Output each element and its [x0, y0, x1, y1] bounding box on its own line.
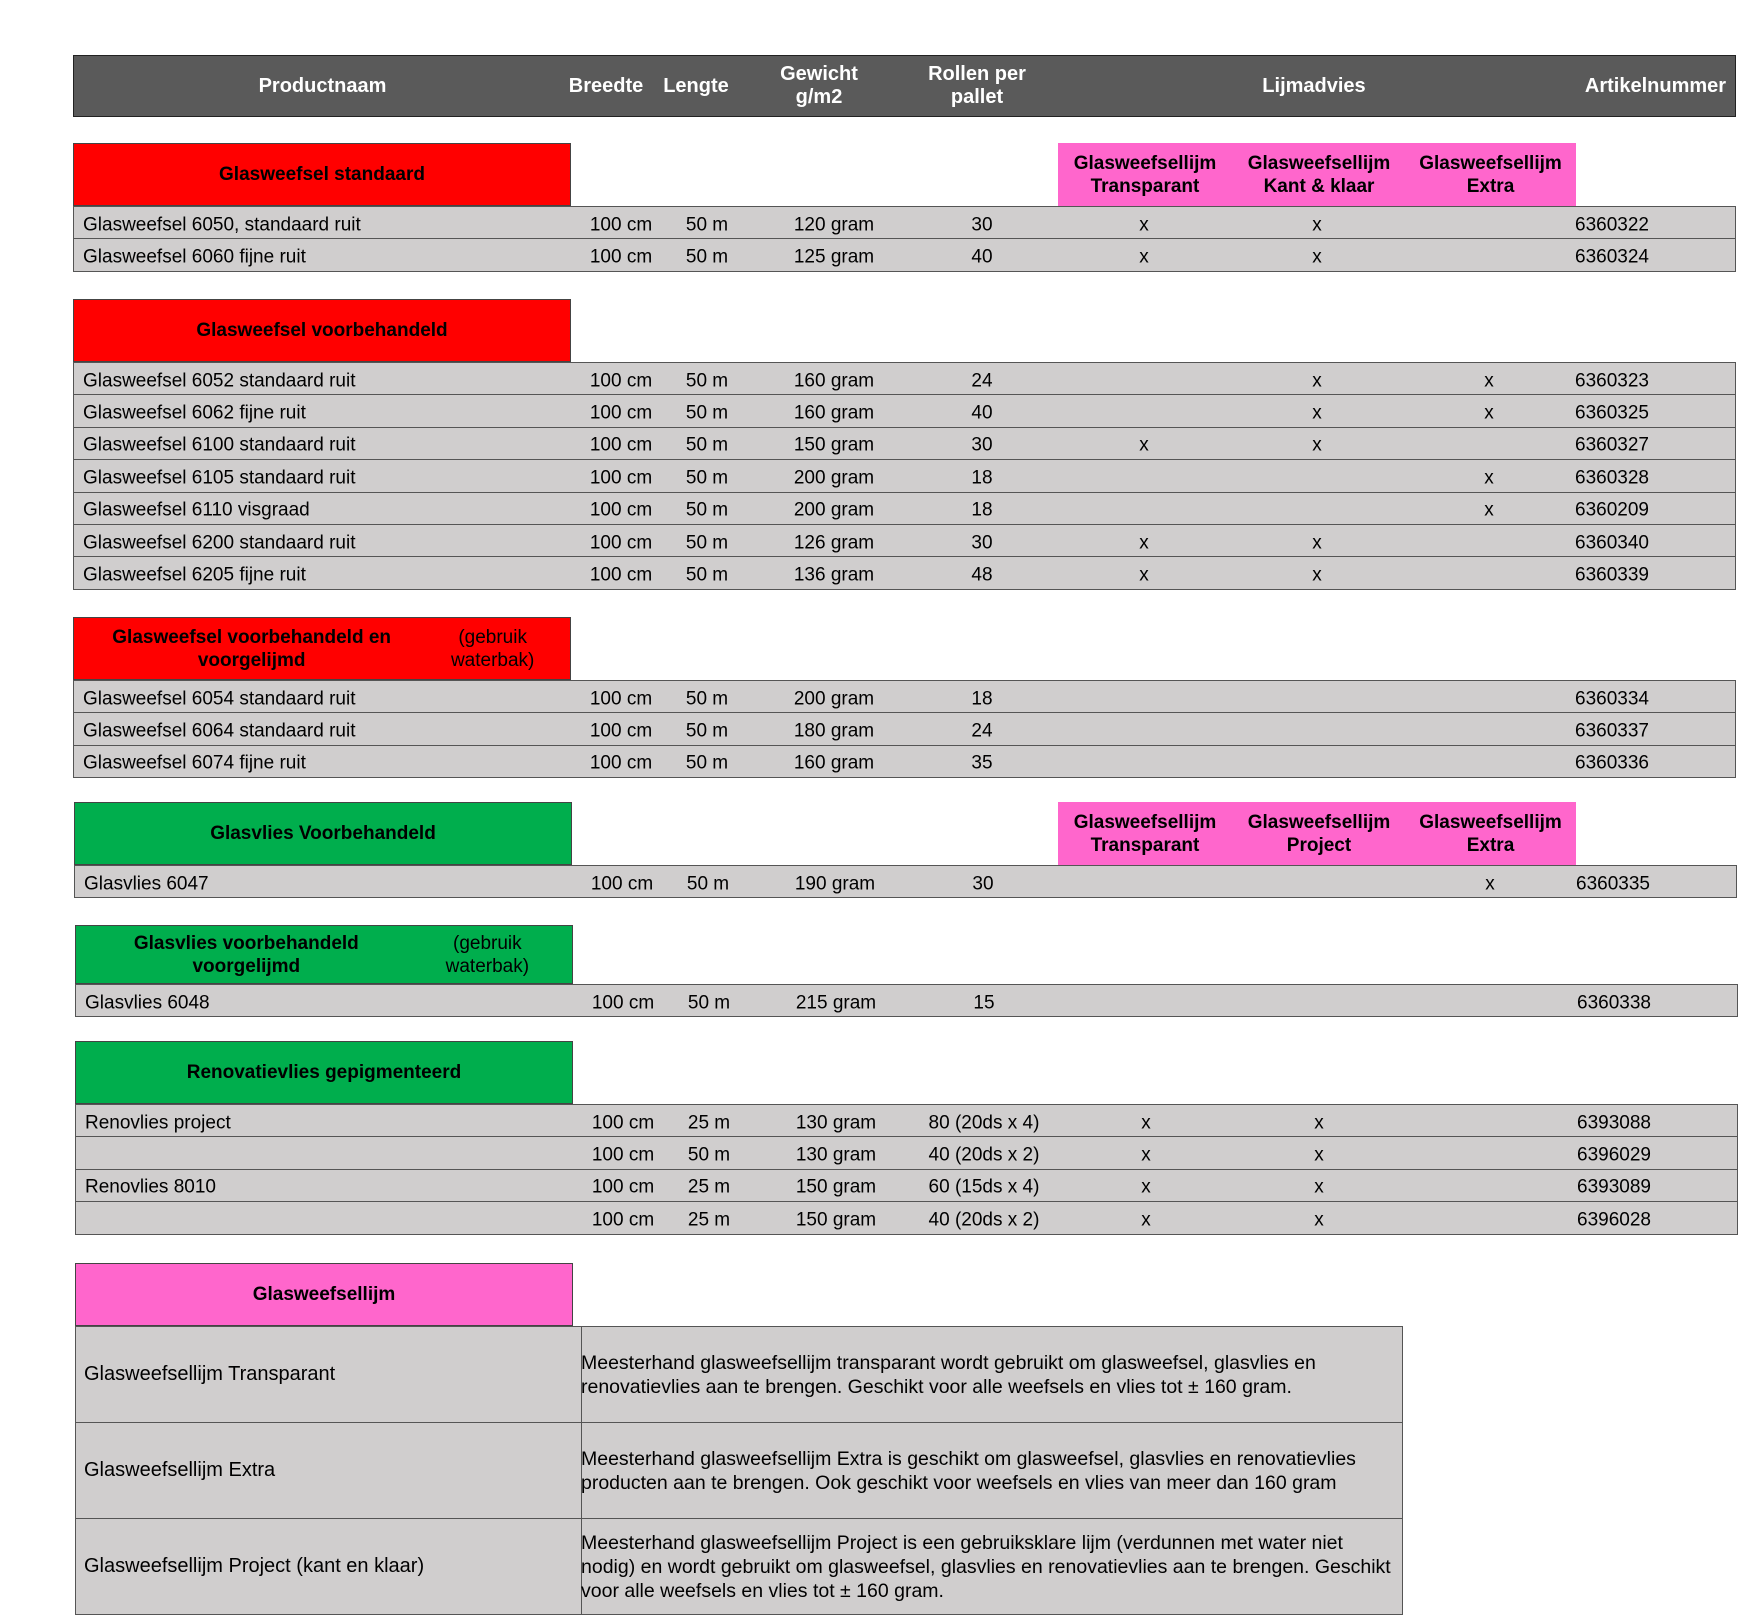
cell-rollen: 18 [971, 499, 993, 521]
section-title-note: (gebruik waterbak) [445, 932, 530, 977]
section-title-text: Glasweefsel voorbehandeld [196, 320, 448, 341]
col-lengte: Lengte [663, 74, 729, 97]
lijm-header: Glasweefsellijm Project [1232, 802, 1406, 865]
cell-breedte: 100 cm [591, 1177, 655, 1199]
cell-lengte: 50 m [685, 214, 729, 236]
cell-name: Glasvlies 6048 [85, 992, 210, 1014]
cell-name: Glasweefsel 6110 visgraad [83, 499, 310, 521]
table-row [73, 238, 1736, 271]
cell-l2: x [1314, 1112, 1324, 1134]
table-row [74, 865, 1737, 898]
glue-row [75, 1518, 1403, 1615]
cell-art: 6360335 [1576, 873, 1650, 895]
cell-gewicht: 150 gram [793, 435, 875, 457]
section-title-text: Glasweefsel voorbehandeld en voorgelijmd [112, 626, 392, 671]
cell-lengte: 50 m [687, 992, 731, 1014]
glue-name: Glasweefsellijm Transparant [76, 1327, 582, 1422]
cell-rollen: 40 [971, 246, 993, 268]
col-lijmadvies: Lijmadvies [1262, 74, 1366, 97]
cell-gewicht: 160 gram [793, 753, 875, 775]
column-header-bar [73, 55, 1736, 117]
cell-lengte: 50 m [685, 564, 729, 586]
cell-art: 6360334 [1575, 688, 1649, 710]
cell-gewicht: 180 gram [793, 720, 875, 742]
cell-art: 6360323 [1575, 370, 1649, 392]
cell-gewicht: 200 gram [793, 467, 875, 489]
cell-name: Glasweefsel 6200 standaard ruit [83, 532, 356, 554]
cell-lengte: 25 m [687, 1177, 731, 1199]
table-row [75, 1104, 1738, 1137]
cell-rollen: 30 [971, 532, 993, 554]
cell-rollen: 18 [971, 467, 993, 489]
cell-rollen: 30 [971, 435, 993, 457]
lijm-header: Glasweefsellijm Extra [1405, 802, 1576, 865]
cell-l1: x [1141, 1112, 1151, 1134]
cell-l1: x [1141, 1144, 1151, 1166]
cell-name: Renovlies 8010 [85, 1177, 216, 1199]
table-row [73, 524, 1736, 557]
section-title-note: (gebruik waterbak) [450, 626, 535, 671]
cell-name: Glasweefsel 6050, standaard ruit [83, 214, 361, 236]
table-row [73, 680, 1736, 713]
glue-description: Meesterhand glasweefsellijm Project is een gebruiksklare lijm (verdunnen met water niet nodig) en wordt gebruikt om glasweefsel, glasvlies en renovatievlies aan te brengen. Geschikt voor alle weefsels en vlies tot ± 160 gram. [581, 1531, 1391, 1602]
glue-name: Glasweefsellijm Extra [76, 1423, 582, 1518]
col-breedte: Breedte [568, 74, 644, 97]
cell-rollen: 60 (15ds x 4) [928, 1177, 1040, 1199]
cell-rollen: 18 [971, 688, 993, 710]
cell-l1: x [1139, 564, 1149, 586]
cell-name: Glasweefsel 6074 fijne ruit [83, 753, 306, 775]
cell-rollen: 40 [971, 402, 993, 424]
cell-l2: x [1312, 435, 1322, 457]
cell-l1: x [1139, 435, 1149, 457]
cell-name: Glasweefsel 6054 standaard ruit [83, 688, 356, 710]
cell-rollen: 15 [973, 992, 995, 1014]
cell-art: 6360325 [1575, 402, 1649, 424]
cell-l1: x [1141, 1209, 1151, 1231]
cell-art: 6396028 [1577, 1209, 1651, 1231]
lijm-header: Glasweefsellijm Extra [1405, 143, 1576, 206]
cell-breedte: 100 cm [589, 753, 653, 775]
col-gewicht: Gewicht g/m2 [780, 63, 858, 108]
cell-breedte: 100 cm [591, 992, 655, 1014]
cell-breedte: 100 cm [589, 564, 653, 586]
cell-rollen: 30 [971, 214, 993, 236]
cell-l3: x [1485, 873, 1495, 895]
section-title-text: Glasvlies Voorbehandeld [210, 823, 436, 844]
cell-breedte: 100 cm [589, 402, 653, 424]
cell-name: Glasweefsel 6205 fijne ruit [83, 564, 306, 586]
cell-gewicht: 130 gram [795, 1144, 877, 1166]
cell-lengte: 50 m [685, 688, 729, 710]
glasweefsellijm-title: Glasweefsellijm [75, 1263, 573, 1326]
table-row [75, 984, 1738, 1017]
cell-art: 6360340 [1575, 532, 1649, 554]
cell-breedte: 100 cm [589, 246, 653, 268]
cell-breedte: 100 cm [589, 370, 653, 392]
cell-gewicht: 150 gram [795, 1209, 877, 1231]
cell-l2: x [1314, 1177, 1324, 1199]
cell-art: 6360209 [1575, 499, 1649, 521]
cell-lengte: 50 m [685, 370, 729, 392]
table-row [73, 206, 1736, 239]
cell-name: Glasvlies 6047 [84, 873, 209, 895]
cell-rollen: 80 (20ds x 4) [928, 1112, 1040, 1134]
table-row [73, 712, 1736, 745]
cell-lengte: 50 m [685, 720, 729, 742]
cell-breedte: 100 cm [589, 467, 653, 489]
cell-breedte: 100 cm [590, 873, 654, 895]
section-title-text: Renovatievlies gepigmenteerd [186, 1062, 462, 1083]
table-row [73, 394, 1736, 427]
section-title [73, 143, 571, 206]
cell-lengte: 50 m [685, 532, 729, 554]
table-row [73, 556, 1736, 589]
cell-l2: x [1312, 246, 1322, 268]
cell-rollen: 24 [971, 720, 993, 742]
cell-gewicht: 150 gram [795, 1177, 877, 1199]
section-title [75, 925, 573, 984]
cell-art: 6360339 [1575, 564, 1649, 586]
cell-lengte: 25 m [687, 1209, 731, 1231]
cell-l2: x [1314, 1144, 1324, 1166]
cell-name: Glasweefsel 6105 standaard ruit [83, 467, 356, 489]
cell-name: Glasweefsel 6062 fijne ruit [83, 402, 306, 424]
cell-lengte: 50 m [687, 1144, 731, 1166]
section-title-text: Glasvlies voorbehandeld voorgelijmd [133, 932, 359, 977]
table-row [73, 427, 1736, 460]
table-row [73, 492, 1736, 525]
cell-breedte: 100 cm [589, 214, 653, 236]
cell-art: 6393089 [1577, 1177, 1651, 1199]
table-row [75, 1169, 1738, 1202]
glue-row [75, 1326, 1403, 1423]
cell-gewicht: 136 gram [793, 564, 875, 586]
glue-description: Meesterhand glasweefsellijm Extra is geschikt om glasweefsel, glasvlies en renovatievlies producten aan te brengen. Ook geschikt voor weefsels en vlies van meer dan 160 gram [581, 1447, 1356, 1494]
cell-breedte: 100 cm [591, 1144, 655, 1166]
col-rollen: Rollen per pallet [928, 63, 1026, 108]
cell-breedte: 100 cm [589, 688, 653, 710]
cell-gewicht: 160 gram [793, 370, 875, 392]
cell-breedte: 100 cm [589, 532, 653, 554]
cell-l3: x [1484, 370, 1494, 392]
cell-lengte: 50 m [686, 873, 730, 895]
table-row [73, 362, 1736, 395]
cell-l2: x [1312, 214, 1322, 236]
cell-name: Renovlies project [85, 1112, 231, 1134]
lijm-header: Glasweefsellijm Kant & klaar [1232, 143, 1406, 206]
cell-l1: x [1139, 532, 1149, 554]
cell-gewicht: 160 gram [793, 402, 875, 424]
glue-row [75, 1422, 1403, 1519]
cell-gewicht: 190 gram [794, 873, 876, 895]
cell-l2: x [1312, 532, 1322, 554]
cell-art: 6360322 [1575, 214, 1649, 236]
cell-rollen: 35 [971, 753, 993, 775]
lijm-header: Glasweefsellijm Transparant [1058, 143, 1232, 206]
cell-gewicht: 125 gram [793, 246, 875, 268]
glue-description: Meesterhand glasweefsellijm transparant wordt gebruikt om glasweefsel, glasvlies en renovatievlies aan te brengen. Geschikt voor alle weefsels en vlies tot ± 160 gram. [581, 1351, 1316, 1398]
cell-gewicht: 200 gram [793, 688, 875, 710]
cell-gewicht: 126 gram [793, 532, 875, 554]
cell-lengte: 50 m [685, 499, 729, 521]
table-row [73, 745, 1736, 778]
cell-art: 6360337 [1575, 720, 1649, 742]
cell-name: Glasweefsel 6100 standaard ruit [83, 435, 356, 457]
cell-l2: x [1312, 564, 1322, 586]
cell-lengte: 50 m [685, 435, 729, 457]
cell-l2: x [1312, 370, 1322, 392]
cell-lengte: 50 m [685, 402, 729, 424]
section-title [73, 617, 571, 680]
cell-l1: x [1139, 214, 1149, 236]
cell-name: Glasweefsel 6060 fijne ruit [83, 246, 306, 268]
table-row [75, 1136, 1738, 1169]
cell-l3: x [1484, 467, 1494, 489]
cell-breedte: 100 cm [589, 435, 653, 457]
cell-rollen: 40 (20ds x 2) [928, 1209, 1040, 1231]
cell-l1: x [1139, 246, 1149, 268]
lijm-header: Glasweefsellijm Transparant [1058, 802, 1232, 865]
cell-l2: x [1314, 1209, 1324, 1231]
table-row [73, 459, 1736, 492]
section-title-text: Glasweefsel standaard [219, 164, 425, 185]
col-artikelnummer: Artikelnummer [1584, 74, 1727, 97]
cell-breedte: 100 cm [591, 1209, 655, 1231]
section-title [74, 802, 572, 865]
cell-rollen: 48 [971, 564, 993, 586]
cell-rollen: 30 [972, 873, 994, 895]
cell-art: 6360328 [1575, 467, 1649, 489]
cell-name: Glasweefsel 6064 standaard ruit [83, 720, 356, 742]
cell-art: 6360338 [1577, 992, 1651, 1014]
cell-name: Glasweefsel 6052 standaard ruit [83, 370, 356, 392]
cell-gewicht: 120 gram [793, 214, 875, 236]
col-productnaam: Productnaam [258, 74, 387, 97]
cell-art: 6393088 [1577, 1112, 1651, 1134]
cell-art: 6396029 [1577, 1144, 1651, 1166]
cell-gewicht: 215 gram [795, 992, 877, 1014]
section-title [73, 299, 571, 362]
cell-art: 6360327 [1575, 435, 1649, 457]
cell-gewicht: 200 gram [793, 499, 875, 521]
cell-breedte: 100 cm [589, 720, 653, 742]
cell-rollen: 40 (20ds x 2) [928, 1144, 1040, 1166]
cell-lengte: 50 m [685, 246, 729, 268]
cell-l1: x [1141, 1177, 1151, 1199]
glue-name: Glasweefsellijm Project (kant en klaar) [76, 1519, 582, 1614]
table-row [75, 1201, 1738, 1234]
cell-l3: x [1484, 402, 1494, 424]
cell-l2: x [1312, 402, 1322, 424]
cell-rollen: 24 [971, 370, 993, 392]
cell-art: 6360336 [1575, 753, 1649, 775]
cell-lengte: 25 m [687, 1112, 731, 1134]
cell-l3: x [1484, 499, 1494, 521]
cell-breedte: 100 cm [589, 499, 653, 521]
cell-lengte: 50 m [685, 753, 729, 775]
cell-breedte: 100 cm [591, 1112, 655, 1134]
cell-art: 6360324 [1575, 246, 1649, 268]
cell-lengte: 50 m [685, 467, 729, 489]
section-title [75, 1041, 573, 1104]
cell-gewicht: 130 gram [795, 1112, 877, 1134]
